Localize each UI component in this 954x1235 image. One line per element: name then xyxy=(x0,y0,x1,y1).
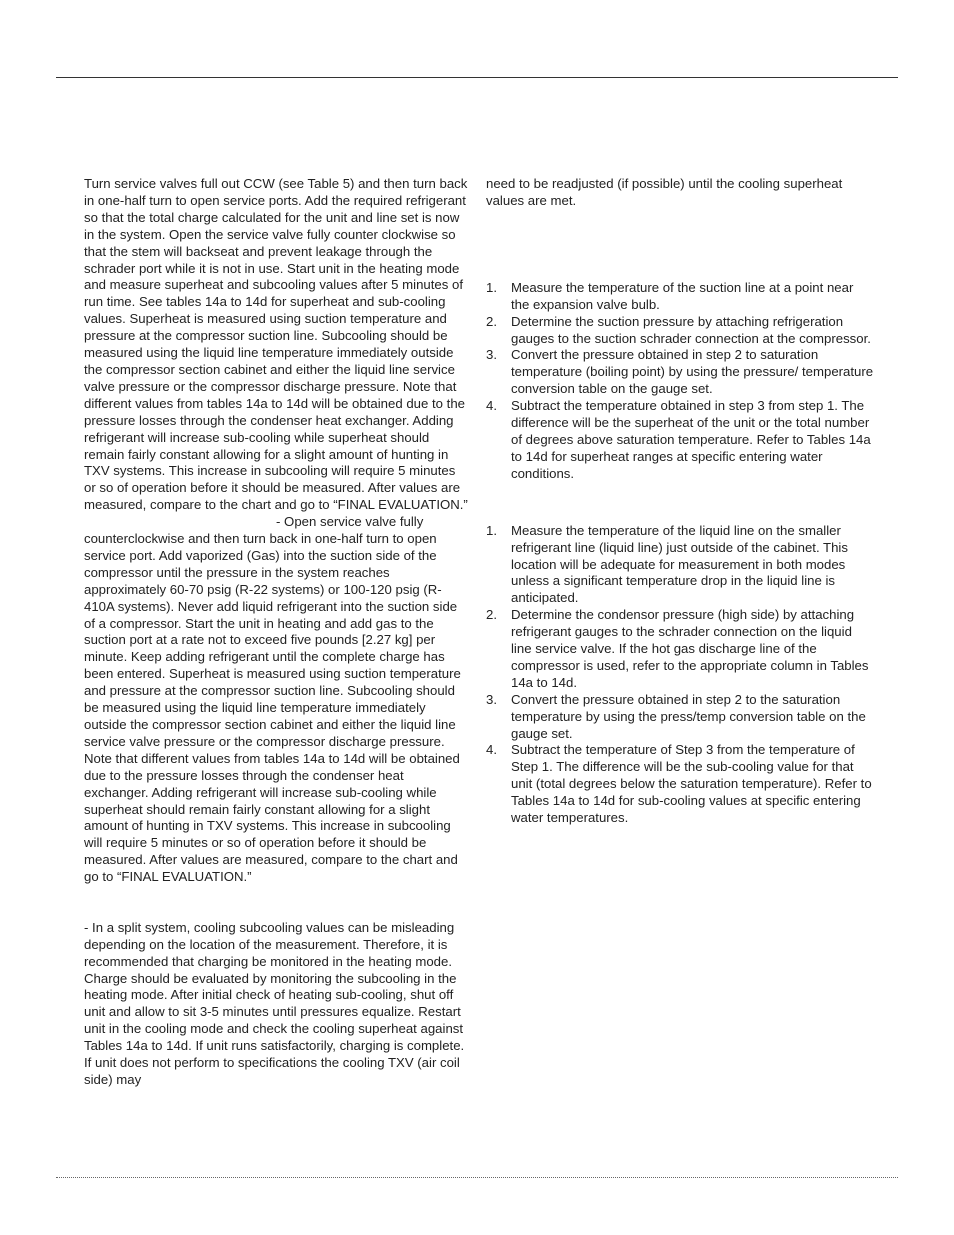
list-item: 1. Measure the temperature of the suction line at a point near the expansion valve bulb. xyxy=(486,279,854,312)
paragraph-charging-vapor: - Open service valve fully counterclockwise and then turn back in one-half turn to open service port. Add vaporized (Gas) into the suction side of the compressor until the pressure in the system reaches approximately 60-70 psig (R-22 systems) or 100-120 psig (R-410A systems). Never add liquid refrigerant into the suction side of a compressor. Start the unit in heating and add gas to the suction port at a rate not to exceed five pounds [2.27 kg] per minute. Keep adding refrigerant until the complete charge has been entered. Superheat is measured using suction temperature and pressure at the compressor suction line. Subcooling should be measured using the liquid line temperature immediately outside the compressor section cabinet and either the liquid line service valve pressure or the compressor discharge pressure. Note that different values from tables 14a to 14d will be obtained due to the pressure losses through the condenser heat exchanger. Adding refrigerant will increase sub-cooling while superheat should remain fairly constant allowing for a slight amount of hunting in TXV systems. This increase in subcooling will require 5 minutes or so of operation before it should be measured. After values are measured, compare to the chart and go to “FINAL EVALUATION.” xyxy=(84,514,461,885)
left-column xyxy=(84,176,470,1089)
right-column xyxy=(486,176,874,827)
header-rule xyxy=(56,77,898,78)
list-item: 1. Measure the temperature of the liquid line on the smaller refrigerant line (liquid line) just outside of the cabinet. This location will be adequate for measurement in both modes unless a significant temperature drop in the liquid line is anticipated. xyxy=(486,522,848,606)
list-item: 3. Convert the pressure obtained in step 2 to saturation temperature (boiling point) by using the pressure/ temperature conversion table on the gauge set. xyxy=(486,347,874,397)
list-item: 4. Subtract the temperature of Step 3 from the temperature of Step 1. The difference will be the sub-cooling value for that unit (total degrees below the saturation temperature). Refer to Tables 14a to 14d for sub-cooling values at specific entering water temperatures. xyxy=(486,742,872,826)
list-item: 3. Convert the pressure obtained in step 2 to the saturation temperature by using the press/temp conversion table on the gauge set. xyxy=(486,691,866,741)
footer-rule xyxy=(56,1177,898,1178)
paragraph-continuation: need to be readjusted (if possible) until the cooling superheat values are met. xyxy=(486,176,843,208)
paragraph-charging-liquid: Turn service valves full out CCW (see Table 5) and then turn back in one-half turn to open service ports. Add the required refrigerant so that the total charge calculated for the unit and line set is now in the system. Open the service valve fully counter clockwise so that the stem will backseat and prevent leakage through the schrader port while it is not in use. Start unit in the heating mode and measure superheat and subcooling values after 5 minutes of run time. See tables 14a to 14d for superheat and sub-cooling values. Superheat is measured using suction temperature and pressure at the compressor suction line. Subcooling should be measured using the liquid line temperature immediately outside the compressor section cabinet and either the liquid line service valve pressure or the compressor discharge pressure. Note that different values from tables 14a to 14d will be obtained due to the pressure losses through the condenser heat exchanger. Adding refrigerant will increase sub-cooling while superheat should remain fairly constant allowing for a slight amount of hunting in TXV systems. This increase in subcooling will require 5 minutes or so of operation before it should be measured. After values are measured, compare to the chart and go to “FINAL EVALUATION.” xyxy=(84,176,468,513)
superheat-steps-list xyxy=(486,280,874,483)
paragraph-checking-charge: - In a split system, cooling subcooling values can be misleading depending on the location of the measurement. Therefore, it is recommended that charging be monitored in the heating mode. Charge should be evaluated by monitoring the subcooling in the heating mode. After initial check of heating sub-cooling, shut off unit and allow to sit 3-5 minutes until pressures equalize. Restart unit in the cooling mode and check the cooling superheat against Tables 14a to 14d. If unit runs satisfactorily, charging is complete. If unit does not perform to specifications the cooling TXV (air coil side) may xyxy=(84,919,465,1088)
subcooling-steps-list xyxy=(486,523,874,827)
list-item: 2. Determine the suction pressure by attaching refrigeration gauges to the suction schrader connection at the compressor. xyxy=(486,313,871,346)
list-item: 2. Determine the condensor pressure (high side) by attaching refrigerant gauges to the schrader connection on the liquid line service valve. If the hot gas discharge line of the compressor is used, refer to the appropriate column in Tables 14a to 14d. xyxy=(486,607,869,690)
list-item: 4. Subtract the temperature obtained in step 3 from step 1. The difference will be the superheat of the unit or the total number of degrees above saturation temperature. Refer to Tables 14a to 14d for superheat ranges at specific entering water conditions. xyxy=(486,398,871,481)
